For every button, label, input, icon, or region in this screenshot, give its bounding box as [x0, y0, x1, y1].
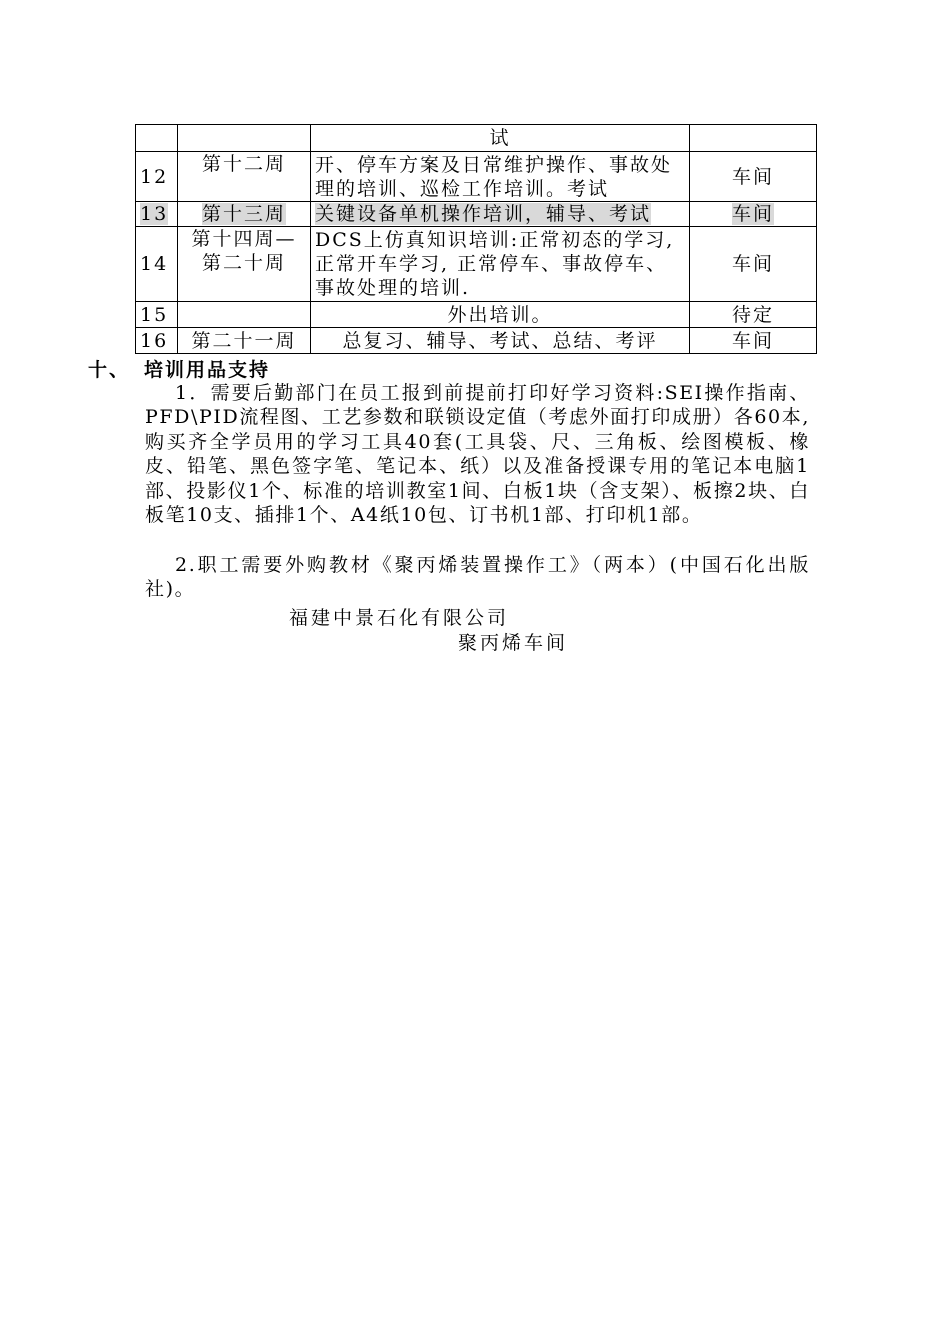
row-number: 16 — [136, 328, 178, 354]
row-place-text: 车间 — [731, 203, 774, 225]
row-content: 总复习、辅导、考试、总结、考评 — [311, 328, 690, 354]
table-row — [136, 227, 817, 302]
section-number: 十、 — [88, 359, 131, 381]
row-number: 15 — [136, 302, 178, 328]
row-week-text: 第十三周 — [201, 203, 286, 225]
signature-department: 聚丙烯车间 — [458, 632, 569, 654]
row-number — [136, 202, 178, 227]
row-week: 第十四周—第二十周 — [178, 227, 311, 302]
table-row — [136, 125, 817, 152]
paragraph-supplies: 1．需要后勤部门在员工报到前提前打印好学习资料:SEI操作指南、PFD\PID流程图、工艺参数和联锁设定值（考虑外面打印成册）各60本,购买齐全学员用的学习工具40套(工具袋、尺、三角板、绘图模板、橡皮、铅笔、黑色签字笔、笔记本、纸）以及准备授课专用的笔记本电脑1部、投影仪1个、标准的培训教室1间、白板1块（含支架）、板擦2块、白板笔10支、插排1个、A4纸10包、订书机1部、打印机1部。 — [145, 382, 810, 527]
row-place — [690, 125, 817, 152]
table-row — [136, 328, 817, 354]
row-place: 车间 — [690, 328, 817, 354]
paragraph-textbook: 2.职工需要外购教材《聚丙烯装置操作工》（两本）(中国石化出版社)。 — [145, 554, 810, 601]
section-heading — [88, 355, 270, 382]
row-number-text: 13 — [140, 203, 169, 225]
row-number — [136, 125, 178, 152]
table-row — [136, 302, 817, 328]
row-week — [178, 125, 311, 152]
training-schedule-table — [135, 124, 817, 354]
row-number: 12 — [136, 152, 178, 202]
row-content: 外出培训。 — [311, 302, 690, 328]
row-content: DCS上仿真知识培训:正常初态的学习,正常开车学习, 正常停车、事故停车、事故处理的培训. — [311, 227, 690, 302]
row-week: 第二十一周 — [178, 328, 311, 354]
table-row — [136, 202, 817, 227]
row-place: 车间 — [690, 152, 817, 202]
row-place: 待定 — [690, 302, 817, 328]
section-title: 培训用品支持 — [144, 359, 271, 381]
row-content-text: 关键设备单机操作培训，辅导、考试 — [315, 203, 652, 225]
row-week — [178, 302, 311, 328]
row-week: 第十二周 — [178, 152, 311, 202]
row-place: 车间 — [690, 227, 817, 302]
row-content: 试 — [311, 125, 690, 152]
row-content: 开、停车方案及日常维护操作、事故处理的培训、巡检工作培训。考试 — [311, 152, 690, 202]
row-week — [178, 202, 311, 227]
table-row — [136, 152, 817, 202]
row-place — [690, 202, 817, 227]
row-content — [311, 202, 690, 227]
row-number: 14 — [136, 227, 178, 302]
signature-company: 福建中景石化有限公司 — [289, 607, 510, 629]
